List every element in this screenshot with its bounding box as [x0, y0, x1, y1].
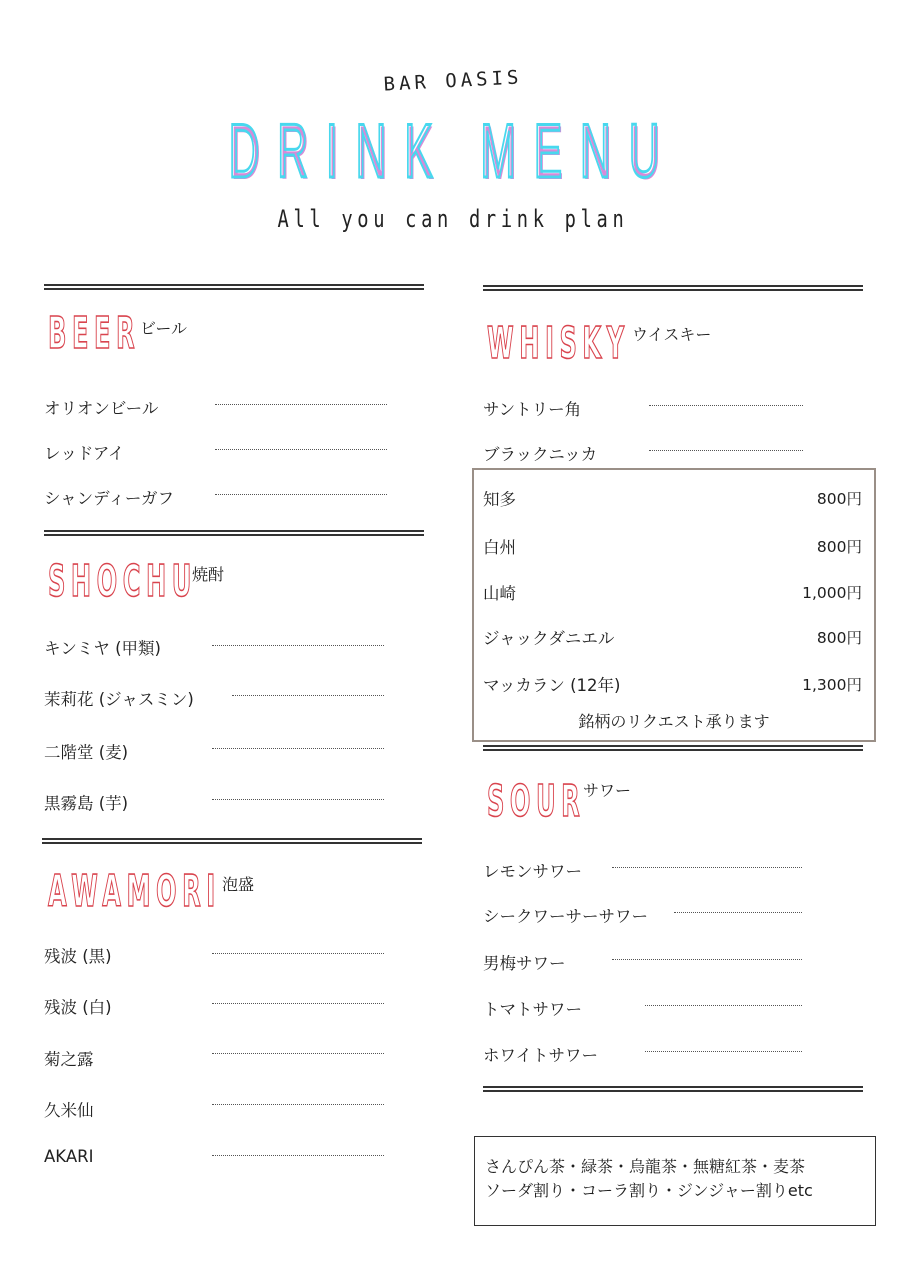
whisky-title-jp: ウイスキー — [632, 325, 712, 344]
premium-whisky-name: 山崎 — [483, 584, 516, 603]
sour-item: ホワイトサワー — [483, 1046, 599, 1065]
premium-whisky-price: 1,000円 — [802, 584, 862, 602]
dotted-leader — [649, 450, 803, 451]
sour-item: 男梅サワー — [483, 954, 566, 973]
dotted-leader — [612, 867, 802, 868]
sour-bottom-rule — [483, 1086, 863, 1092]
whisky-item: サントリー角 — [483, 400, 582, 419]
sour-item: トマトサワー — [483, 1000, 582, 1019]
plan-subtitle: All you can drink plan — [277, 205, 629, 233]
mixers-line: ソーダ割り・コーラ割り・ジンジャー割りetc — [485, 1181, 813, 1200]
beer-item: レッドアイ — [44, 444, 125, 463]
beer-top-rule — [44, 284, 424, 290]
premium-whisky-name: 白州 — [483, 538, 516, 557]
premium-whisky-price: 800円 — [816, 538, 862, 556]
dotted-leader — [212, 1104, 384, 1105]
beer-title-jp: ビール — [140, 319, 188, 338]
dotted-leader — [674, 912, 802, 913]
dotted-leader — [215, 449, 387, 450]
premium-whisky-price: 800円 — [816, 629, 862, 647]
awamori-item: 久米仙 — [44, 1101, 94, 1120]
dotted-leader — [645, 1005, 802, 1006]
dotted-leader — [212, 953, 384, 954]
shochu-item: 二階堂 (麦) — [44, 743, 129, 762]
premium-whisky-price: 1,300円 — [802, 676, 862, 694]
beer-item: オリオンビール — [44, 399, 159, 418]
whisky-title: WHISKY — [487, 318, 630, 369]
premium-whisky-name: 知多 — [483, 490, 516, 509]
whisky-item: ブラックニッカ — [483, 445, 598, 464]
dotted-leader — [212, 1155, 384, 1156]
premium-whisky-box — [472, 468, 876, 742]
dotted-leader — [232, 695, 384, 696]
shochu-top-rule — [44, 530, 424, 536]
premium-whisky-price: 800円 — [816, 490, 862, 508]
shochu-item: 黒霧島 (芋) — [44, 794, 129, 813]
awamori-item: 菊之露 — [44, 1050, 94, 1069]
dotted-leader — [215, 404, 387, 405]
bar-name: BAR OASIS — [383, 66, 523, 96]
awamori-item: AKARI — [44, 1147, 94, 1166]
premium-whisky-name: ジャックダニエル — [483, 629, 615, 648]
beer-title: BEER — [48, 308, 141, 359]
awamori-item: 残波 (黒) — [44, 947, 112, 966]
dotted-leader — [215, 494, 387, 495]
dotted-leader — [212, 748, 384, 749]
dotted-leader — [649, 405, 803, 406]
sour-item: レモンサワー — [483, 862, 582, 881]
premium-whisky-name: マッカラン (12年) — [483, 676, 621, 695]
dotted-leader — [212, 645, 384, 646]
soft-drinks-line: さんぴん茶・緑茶・烏龍茶・無糖紅茶・麦茶 — [485, 1157, 806, 1176]
sour-title: SOUR — [487, 776, 586, 827]
shochu-item: 茉莉花 (ジャスミン) — [44, 690, 194, 709]
shochu-title: SHOCHU — [48, 556, 197, 607]
awamori-title: AWAMORI — [48, 866, 221, 917]
dotted-leader — [612, 959, 802, 960]
menu-title: DRINK MENU — [228, 109, 678, 194]
sour-item: シークワーサーサワー — [483, 907, 648, 926]
sour-title-jp: サワー — [583, 781, 632, 800]
dotted-leader — [645, 1051, 802, 1052]
awamori-top-rule — [42, 838, 422, 844]
dotted-leader — [212, 1003, 384, 1004]
awamori-title-jp: 泡盛 — [222, 875, 255, 894]
sour-top-rule — [483, 745, 863, 751]
whisky-top-rule — [483, 285, 863, 291]
request-note: 銘柄のリクエスト承ります — [578, 712, 770, 731]
awamori-item: 残波 (白) — [44, 998, 112, 1017]
dotted-leader — [212, 799, 384, 800]
beer-item: シャンディーガフ — [44, 489, 175, 508]
soft-drinks-box — [474, 1136, 876, 1226]
shochu-item: キンミヤ (甲類) — [44, 639, 161, 658]
dotted-leader — [212, 1053, 384, 1054]
shochu-title-jp: 焼酎 — [192, 565, 225, 584]
